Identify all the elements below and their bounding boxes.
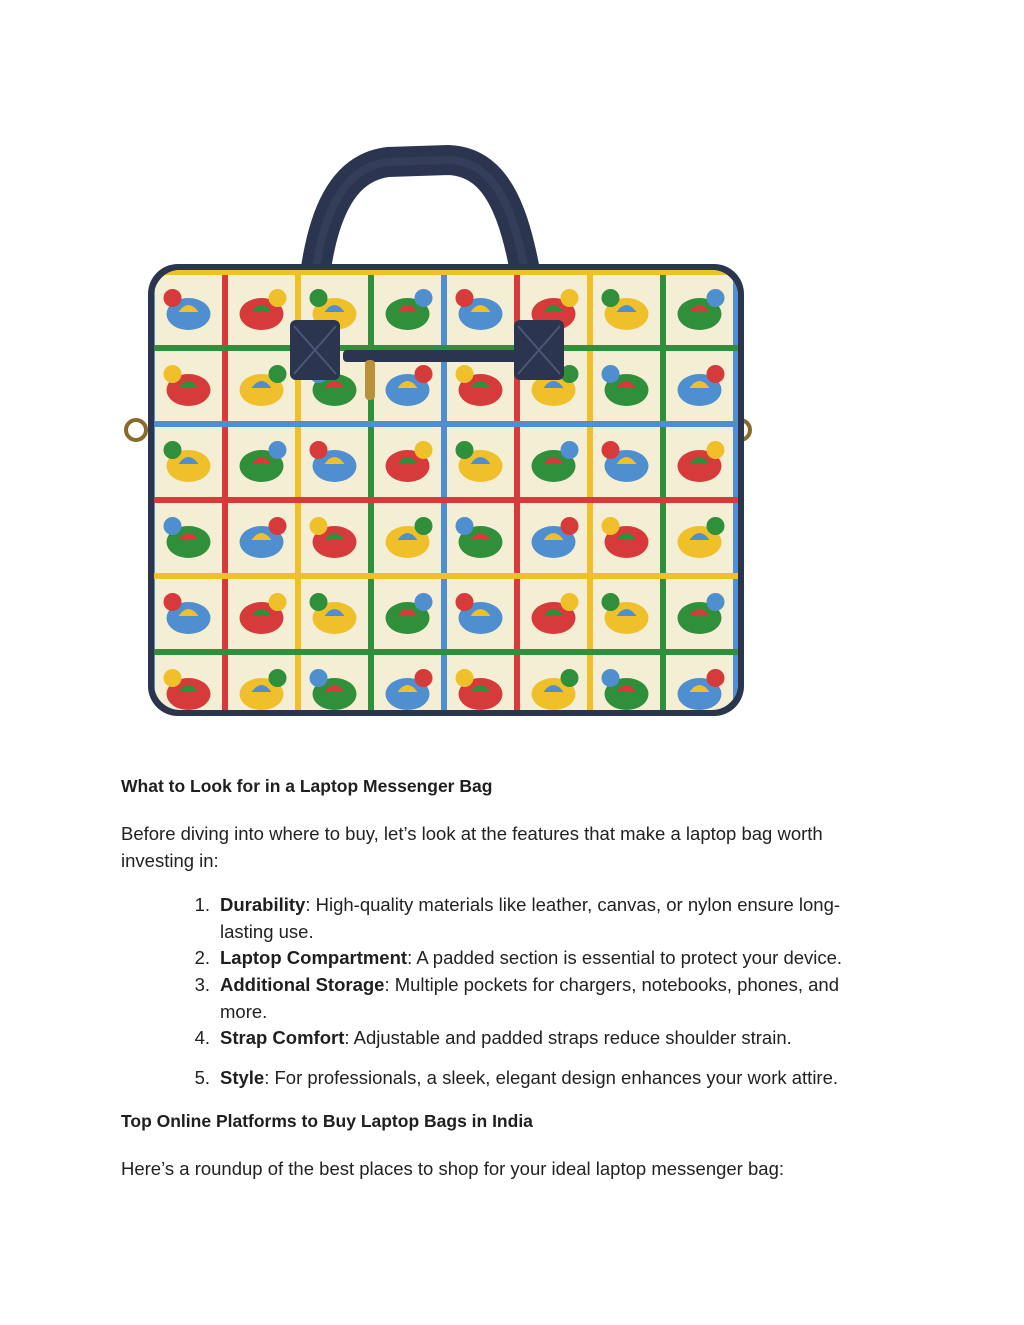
section-intro-paragraph: Here’s a roundup of the best places to shop for your ideal laptop messenger bag: bbox=[121, 1158, 784, 1179]
list-item-term: Style bbox=[220, 1067, 265, 1088]
list-item-term: Additional Storage bbox=[220, 974, 385, 995]
section-heading-top-online-platforms: Top Online Platforms to Buy Laptop Bags in India bbox=[121, 1111, 533, 1131]
list-item-number: 4. bbox=[194, 1027, 210, 1048]
section-heading-what-to-look-for: What to Look for in a Laptop Messenger Bag bbox=[121, 776, 493, 796]
list-item-number: 2. bbox=[194, 947, 210, 968]
section-intro-paragraph: Before diving into where to buy, let’s look at the features that make a laptop bag worth investing in: bbox=[121, 823, 823, 871]
list-item-description: : Adjustable and padded straps reduce shoulder strain. bbox=[344, 1027, 792, 1048]
list-item-description: : High-quality materials like leather, canvas, or nylon ensure long-lasting use. bbox=[220, 894, 841, 942]
list-item-description: : A padded section is essential to protect your device. bbox=[407, 947, 843, 968]
list-item-description: : For professionals, a sleek, elegant design enhances your work attire. bbox=[264, 1067, 839, 1088]
list-item-number: 1. bbox=[194, 894, 210, 915]
list-item-number: 3. bbox=[194, 974, 210, 995]
list-item-term: Strap Comfort bbox=[220, 1027, 345, 1048]
list-item-number: 5. bbox=[194, 1067, 210, 1088]
laptop-bag-image bbox=[118, 140, 758, 730]
list-item-description: : Multiple pockets for chargers, notebooks, phones, and more. bbox=[220, 974, 839, 1022]
list-item-term: Durability bbox=[220, 894, 306, 915]
list-item-term: Laptop Compartment bbox=[220, 947, 408, 968]
